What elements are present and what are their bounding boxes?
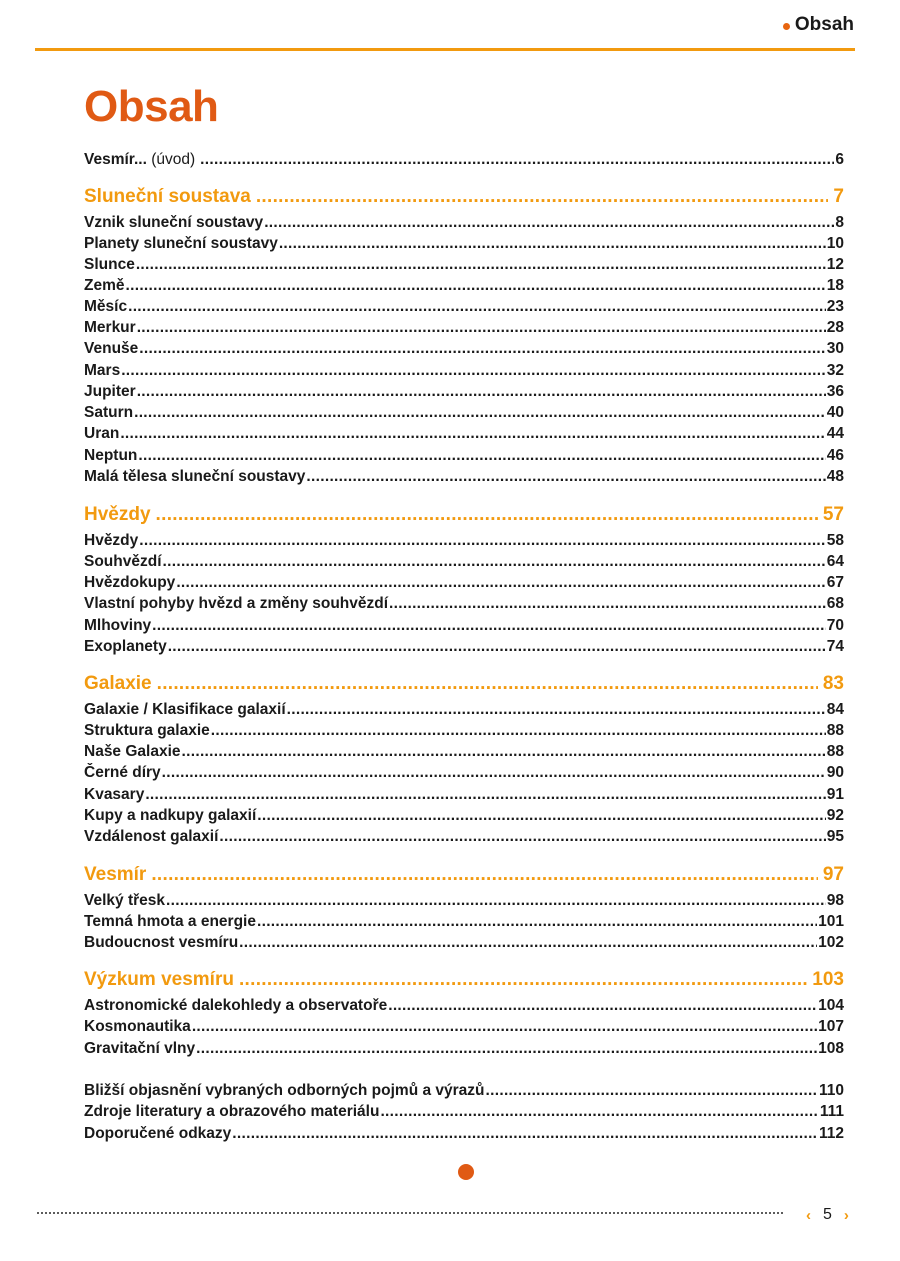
- dot-leader: [389, 594, 826, 614]
- toc-page-number: 44: [826, 425, 844, 442]
- dot-leader: [152, 616, 826, 636]
- toc-entry[interactable]: [84, 616, 844, 636]
- dot-leader: [486, 1081, 818, 1101]
- toc-page-number: 12: [826, 256, 844, 273]
- toc-entry[interactable]: [84, 318, 844, 338]
- toc-entry[interactable]: [84, 763, 844, 783]
- toc-entry-sublabel: (úvod): [151, 151, 196, 168]
- toc-page-number: 70: [826, 617, 844, 634]
- toc-page-number: 32: [826, 362, 844, 379]
- dot-leader: [279, 234, 826, 254]
- dot-leader: [239, 968, 807, 992]
- toc-page-number: 28: [826, 319, 844, 336]
- toc-page-number: 10: [826, 235, 844, 252]
- toc-page-number: 74: [826, 638, 844, 655]
- dot-leader: [162, 763, 826, 783]
- toc-entry[interactable]: [84, 213, 844, 233]
- toc-entry[interactable]: [84, 339, 844, 359]
- toc-entry[interactable]: [84, 933, 844, 953]
- toc-page-number: 88: [826, 722, 844, 739]
- dot-leader: [176, 573, 825, 593]
- toc-page-number: 101: [818, 913, 844, 930]
- dot-leader: [134, 403, 826, 423]
- toc-entry[interactable]: [84, 827, 844, 847]
- toc-entry-label: Uran: [84, 425, 120, 442]
- toc-page-number: 102: [818, 934, 844, 951]
- toc-entry-appendix[interactable]: [84, 1124, 844, 1144]
- toc-entry-label: Velký třesk: [84, 892, 166, 909]
- toc-entry[interactable]: [84, 912, 844, 932]
- toc-page-number: 108: [818, 1040, 844, 1057]
- toc-page-number: 95: [826, 828, 844, 845]
- toc-page-number: 90: [826, 764, 844, 781]
- toc-page-number: 84: [826, 701, 844, 718]
- toc-entry[interactable]: [84, 637, 844, 657]
- dot-leader: [380, 1102, 818, 1122]
- toc-page-number: 64: [826, 553, 844, 570]
- toc-page-number: 98: [826, 892, 844, 909]
- toc-entry-label: Struktura galaxie: [84, 722, 210, 739]
- dot-leader: [257, 912, 817, 932]
- toc-entry-label: Malá tělesa sluneční soustavy: [84, 468, 306, 485]
- toc-entry-label: Galaxie / Klasifikace galaxií: [84, 701, 286, 718]
- dot-leader: [120, 424, 825, 444]
- page-number: 5: [823, 1206, 832, 1223]
- toc-entry[interactable]: [84, 996, 844, 1016]
- toc-page-number: 97: [822, 864, 844, 885]
- toc-entry-label: Souhvězdí: [84, 553, 162, 570]
- toc-entry-label: Astronomické dalekohledy a observatoře: [84, 997, 388, 1014]
- toc-entry-label: Mlhoviny: [84, 617, 152, 634]
- toc-entry-label: Jupiter: [84, 383, 136, 400]
- toc-entry-label: Doporučené odkazy: [84, 1125, 232, 1142]
- dot-leader: [211, 721, 826, 741]
- header-rule: [35, 48, 855, 51]
- toc-page-number: 8: [835, 214, 844, 231]
- toc-chapter-label: Sluneční soustava: [84, 186, 251, 207]
- page-navigation: [806, 1206, 849, 1224]
- footer-dotted-rule: [36, 1212, 784, 1214]
- toc-entry-appendix[interactable]: [84, 1081, 844, 1101]
- toc-page-number: 30: [826, 340, 844, 357]
- toc-entry-label: Země: [84, 277, 125, 294]
- dot-leader: [200, 150, 834, 170]
- toc-entry-label: Vlastní pohyby hvězd a změny souhvězdí: [84, 595, 389, 612]
- toc-entry-label: Vesmír...: [84, 151, 147, 168]
- toc-page-number: 46: [826, 447, 844, 464]
- dot-leader: [121, 361, 826, 381]
- toc-entry-label: Vzdálenost galaxií: [84, 828, 219, 845]
- dot-leader: [138, 446, 825, 466]
- dot-leader: [136, 255, 826, 275]
- toc-entry[interactable]: [84, 891, 844, 911]
- toc-entry-label: Budoucnost vesmíru: [84, 934, 239, 951]
- toc-entry-label: Bližší objasnění vybraných odborných pojmů a výrazů: [84, 1082, 485, 1099]
- toc-entry[interactable]: [84, 361, 844, 381]
- toc-entry[interactable]: [84, 742, 844, 762]
- dot-leader: [151, 863, 818, 887]
- toc-entry-label: Saturn: [84, 404, 134, 421]
- toc-page-number: 88: [826, 743, 844, 760]
- toc-entry-label: Exoplanety: [84, 638, 167, 655]
- dot-leader: [126, 276, 826, 296]
- toc-page-number: 110: [818, 1082, 844, 1099]
- dot-leader: [287, 700, 826, 720]
- toc-entry-intro[interactable]: [84, 150, 844, 170]
- toc-page-number: 18: [826, 277, 844, 294]
- dot-leader: [256, 185, 829, 209]
- toc-entry-label: Gravitační vlny: [84, 1040, 196, 1057]
- toc-entry-appendix[interactable]: [84, 1102, 844, 1122]
- toc-entry-label: Temná hmota a energie: [84, 913, 256, 930]
- toc-entry[interactable]: [84, 531, 844, 551]
- dot-leader: [219, 827, 825, 847]
- toc-entry-label: Neptun: [84, 447, 138, 464]
- toc-entry[interactable]: [84, 806, 844, 826]
- toc-page-number: 111: [819, 1103, 844, 1120]
- toc-entry[interactable]: [84, 1017, 844, 1037]
- toc-page-number: 91: [826, 786, 844, 803]
- dot-leader: [239, 933, 817, 953]
- dot-leader: [196, 1039, 817, 1059]
- toc-entry[interactable]: [84, 382, 844, 402]
- toc-page-number: 83: [822, 673, 844, 694]
- toc-page-number: 104: [818, 997, 844, 1014]
- toc-entry[interactable]: [84, 297, 844, 317]
- dot-leader: [168, 637, 826, 657]
- toc-entry-label: Měsíc: [84, 298, 128, 315]
- toc-entry-label: Planety sluneční soustavy: [84, 235, 278, 252]
- toc-chapter-label: Galaxie: [84, 673, 152, 694]
- toc-entry[interactable]: [84, 1039, 844, 1059]
- toc-entry[interactable]: [84, 424, 844, 444]
- toc-entry[interactable]: [84, 403, 844, 423]
- toc-page-number: 40: [826, 404, 844, 421]
- toc-entry[interactable]: [84, 276, 844, 296]
- toc-page-number: 6: [835, 151, 844, 168]
- toc-entry[interactable]: [84, 467, 844, 487]
- toc-page-number: 7: [833, 186, 844, 207]
- toc-chapter-slunecni-soustava[interactable]: [84, 185, 844, 209]
- toc-entry-label: Hvězdokupy: [84, 574, 176, 591]
- toc-entry[interactable]: [84, 721, 844, 741]
- page-title: Obsah: [84, 82, 219, 131]
- toc-page-number: 67: [826, 574, 844, 591]
- dot-leader: [257, 806, 825, 826]
- dot-leader: [388, 996, 817, 1016]
- toc-page-number: 112: [818, 1125, 844, 1142]
- toc-page-number: 68: [826, 595, 844, 612]
- dot-leader: [306, 467, 825, 487]
- toc-page-number: 48: [826, 468, 844, 485]
- toc-page-number: 57: [822, 504, 844, 525]
- toc-page-number: 23: [826, 298, 844, 315]
- toc-entry[interactable]: [84, 573, 844, 593]
- toc-entry-label: Venuše: [84, 340, 139, 357]
- toc-entry[interactable]: [84, 785, 844, 805]
- dot-leader: [192, 1017, 817, 1037]
- dot-leader: [264, 213, 834, 233]
- toc-entry[interactable]: [84, 234, 844, 254]
- toc-entry[interactable]: [84, 594, 844, 614]
- dot-leader: [137, 318, 826, 338]
- dot-leader: [137, 382, 826, 402]
- toc-entry-label: Hvězdy: [84, 532, 139, 549]
- toc-chapter-hvezdy[interactable]: [84, 503, 844, 527]
- toc-chapter-vesmir[interactable]: [84, 863, 844, 887]
- toc-chapter-label: Výzkum vesmíru: [84, 969, 234, 990]
- toc-page-number: 36: [826, 383, 844, 400]
- toc-entry-label: Zdroje literatury a obrazového materiálu: [84, 1103, 380, 1120]
- decorative-dot: [458, 1164, 474, 1180]
- toc-entry-label: Kupy a nadkupy galaxií: [84, 807, 257, 824]
- toc-entry-label: Kvasary: [84, 786, 145, 803]
- toc-entry[interactable]: [84, 255, 844, 275]
- toc-entry-label: Vznik sluneční soustavy: [84, 214, 264, 231]
- running-header: [783, 14, 854, 36]
- toc-page-number: 92: [826, 807, 844, 824]
- dot-leader: [139, 531, 825, 551]
- toc-entry[interactable]: [84, 700, 844, 720]
- chevron-left-icon[interactable]: ‹: [806, 1206, 811, 1224]
- toc-page-number: 103: [812, 969, 844, 990]
- dot-leader: [128, 297, 826, 317]
- dot-leader: [232, 1124, 818, 1144]
- toc-entry-label: Merkur: [84, 319, 136, 336]
- toc-entry[interactable]: [84, 552, 844, 572]
- chevron-right-icon[interactable]: ›: [843, 1206, 849, 1224]
- dot-leader: [139, 339, 825, 359]
- toc-chapter-galaxie[interactable]: [84, 672, 844, 696]
- dot-leader: [166, 891, 826, 911]
- dot-leader: [145, 785, 825, 805]
- dot-leader: [156, 503, 818, 527]
- toc-entry-label: Naše Galaxie: [84, 743, 181, 760]
- toc-entry-label: Kosmonautika: [84, 1018, 191, 1035]
- toc-chapter-label: Vesmír: [84, 864, 147, 885]
- toc-page-number: 58: [826, 532, 844, 549]
- toc-entry-label: Černé díry: [84, 764, 161, 781]
- dot-leader: [182, 742, 826, 762]
- running-header-title: Obsah: [794, 14, 854, 35]
- dot-leader: [157, 672, 818, 696]
- bullet-icon: [783, 23, 790, 30]
- toc-entry-label: Slunce: [84, 256, 135, 273]
- dot-leader: [163, 552, 826, 572]
- toc-entry-label: Mars: [84, 362, 121, 379]
- toc-page-number: 107: [818, 1018, 844, 1035]
- toc-entry[interactable]: [84, 446, 844, 466]
- toc-chapter-vyzkum-vesmiru[interactable]: [84, 968, 844, 992]
- toc-chapter-label: Hvězdy: [84, 504, 151, 525]
